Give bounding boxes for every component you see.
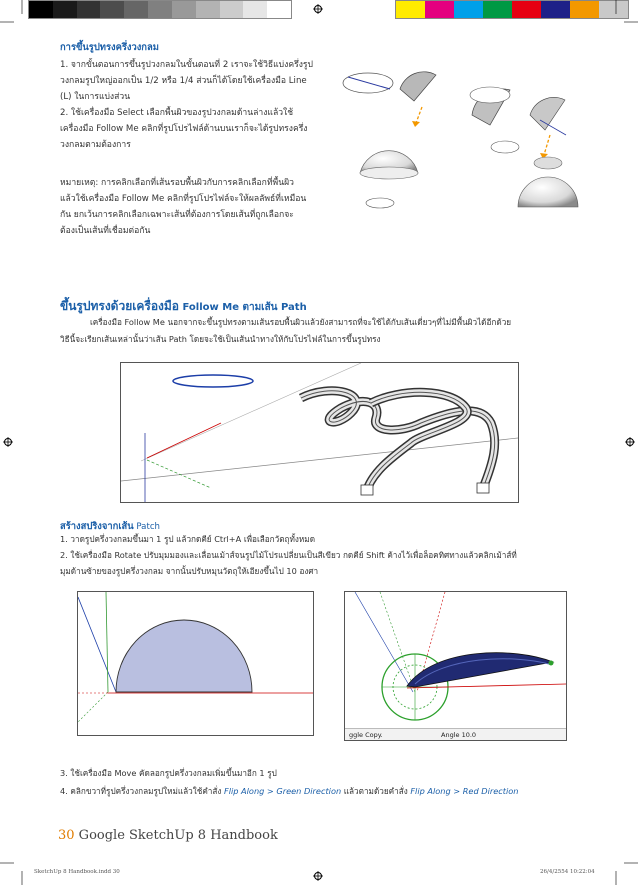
rotated-half-circle [407, 653, 553, 687]
step-4-line [60, 783, 518, 799]
slug-right: 26/4/2554 10:22:04 [540, 869, 595, 875]
small-ellipse-left [366, 198, 394, 208]
note-line: ต้องเป็นเส้นที่เชื่อมต่อกัน [60, 226, 151, 236]
body-line: 1. วาดรูปครึ่งวงกลมขึ้นมา 1 รูป แล้วกดคีย์ Ctrl+A เพื่อเลือกวัตถุทั้งหมด [60, 534, 316, 544]
note-line: กัน ยกเว้นการคลิกเลือกเฉพาะเส้นที่ต้องการโดยเส้นที่ถูกเลือกจะ [60, 210, 294, 220]
body-line: 1. จากขั้นตอนการขึ้นรูปวงกลมในขั้นตอนที่ 2 เราจะใช้วิธีแบ่งครึ่งรูป [60, 60, 313, 70]
section2-title-suffix: ตามเส้น Path [242, 302, 307, 313]
body-line: วงกลมตามต้องการ [60, 140, 131, 150]
arrow-right [544, 135, 550, 155]
selected-profile-ellipse [173, 375, 253, 387]
half-sphere-illustration [340, 55, 585, 215]
body-line: 2. ใช้เครื่องมือ Rotate ปรับมุมมองและเลื่อนเม้าส์จนรูปไม้โปรแปลี่ยนเป็นสีเขียว กดคีย์ Shift ค้างไว้เพื่อล็อคทิศทางแล้วคลิกเม้าส์ที่ [60, 550, 517, 560]
book-title: Google SketchUp 8 Handbook [74, 828, 278, 843]
note-line: แล้วใช้เครื่องมือ Follow Me คลิกที่รูปโปรไฟล์จะให้ผลลัพธ์ที่เหมือน [60, 194, 307, 204]
status-bar [345, 728, 566, 741]
status-angle-value: Angle 10.0 [441, 731, 477, 739]
follow-me-path-screenshot [120, 362, 519, 503]
status-text-left: ggle Copy. [349, 731, 383, 739]
section2-line-2: วิธีนี้จะเรียกเส้นเหล่านั้นว่าเส้น Path โดยจะใช้เป็นเส้นนำทางให้กับโปรไฟล์ในการขึ้นรูปทรง [60, 334, 381, 344]
section1-body [60, 57, 334, 153]
arrow-left [416, 107, 422, 123]
half-sphere-right [518, 177, 578, 207]
section2-title-prefix: ขึ้นรูปทรงด้วยเครื่องมือ [60, 299, 180, 313]
section3-body [60, 531, 517, 579]
step-4-prefix: 4. คลิกขวาที่รูปครึ่งวงกลมรูปใหม่แล้วใช้คำสั่ง [60, 786, 224, 796]
section3-title-suffix: Patch [133, 522, 160, 532]
section1-title: การขึ้นรูปทรงครึ่งวงกลม [60, 42, 159, 53]
body-line: วงกลมรูปใหญ่ออกเป็น 1/2 หรือ 1/4 ส่วนก็ได้โดยใช้เครื่องมือ Line [60, 76, 307, 86]
section2-title [60, 295, 307, 316]
section1-note [60, 175, 334, 239]
page-number: 30 [58, 828, 75, 843]
page-footer [58, 828, 278, 843]
step-3-line: 3. ใช้เครื่องมือ Move คัดลอกรูปครึ่งวงกลมเพิ่มขึ้นมาอีก 1 รูป [60, 768, 277, 778]
body-line: เครื่องมือ Follow Me คลิกที่รูปโปรไฟล์ด้านบนเราก็จะได้รูปทรงครึ่ง [60, 124, 308, 134]
step-4-command-2: Flip Along > Red Direction [410, 786, 519, 796]
section2-title-tool: Follow Me [179, 302, 243, 313]
profile-shape-left [400, 72, 436, 101]
flat-oval-right [491, 141, 519, 153]
note-line: หมายเหตุ: การคลิกเลือกที่เส้นรอบพื้นผิวกับการคลิกเลือกที่พื้นผิว [60, 178, 294, 188]
half-circle-shape [116, 620, 252, 692]
body-line: (L) ในการแบ่งส่วน [60, 92, 131, 102]
body-line: 2. ใช้เครื่องมือ Select เลือกพื้นผิวของรูปวงกลมด้านล่างแล้วใช้ [60, 108, 294, 118]
half-circle-screenshot [77, 591, 314, 736]
step-4-mid: แล้วตามด้วยคำสั่ง [341, 786, 411, 796]
section3-title-prefix: สร้างสปริงจากเส้น [60, 521, 134, 532]
body-line: มุมด้านซ้ายของรูปครึ่งวงกลม จากนั้นปรับหมุนวัตถุให้เอียงขึ้นไป 10 องศา [60, 566, 319, 576]
slug-left: SketchUp 8 Handbook.indd 30 [34, 869, 120, 875]
section2-line-1: เครื่องมือ Follow Me นอกจากจะขึ้นรูปทรงตามเส้นรอบพื้นผิวแล้วยังสามารถที่จะใช้ได้กับเส้นเดี่ยวๆที่ไม่มีพื้นผิวได้อีกด้วย [90, 317, 512, 327]
step-4-command-1: Flip Along > Green Direction [224, 786, 342, 796]
rotate-tool-screenshot [344, 591, 567, 741]
